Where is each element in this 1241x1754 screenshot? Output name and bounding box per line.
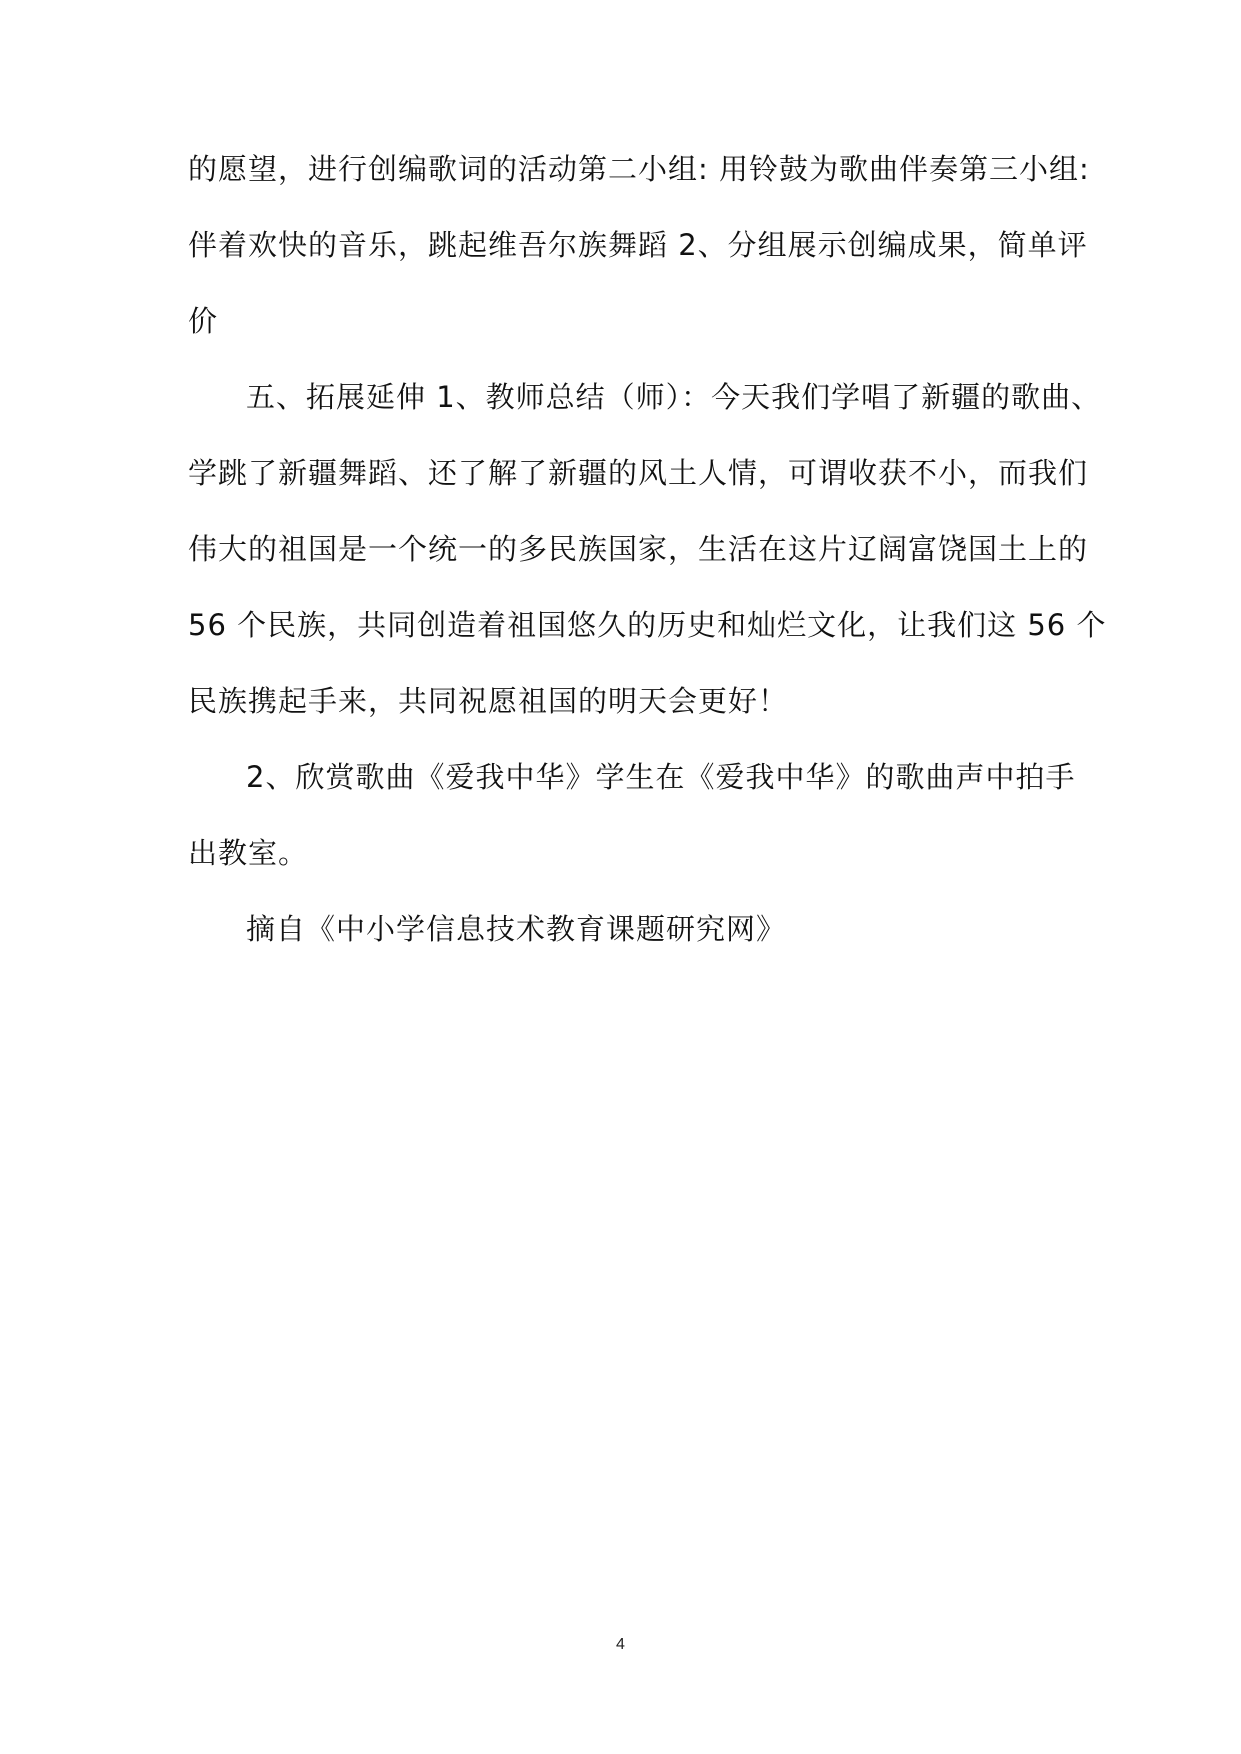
text-line: 伟大的祖国是一个统一的多民族国家，生活在这片辽阔富饶国土上的 [188, 532, 1089, 566]
source-line: 摘自《中小学信息技术教育课题研究网》 [246, 912, 787, 946]
text-line: 民族携起手来，共同祝愿祖国的明天会更好！ [188, 684, 789, 718]
text-line: 出教室。 [188, 836, 309, 870]
page-number: 4 [616, 1636, 625, 1653]
text-line: 2、欣赏歌曲《爱我中华》学生在《爱我中华》的歌曲声中拍手 [246, 760, 1076, 794]
text-line: 的愿望，进行创编歌词的活动第二小组: 用铃鼓为歌曲伴奏第三小组: [188, 152, 1090, 186]
text-line: 56 个民族，共同创造着祖国悠久的历史和灿烂文化，让我们这 56 个 [188, 608, 1107, 642]
body-text [188, 140, 1107, 976]
text-line: 伴着欢快的音乐，跳起维吾尔族舞蹈 2、分组展示创编成果，简单评 [188, 228, 1088, 262]
text-line: 五、拓展延伸 1、教师总结（师）：今天我们学唱了新疆的歌曲、 [246, 380, 1102, 414]
text-line: 价 [188, 304, 219, 338]
text-line: 学跳了新疆舞蹈、还了解了新疆的风土人情，可谓收获不小，而我们 [188, 456, 1089, 490]
